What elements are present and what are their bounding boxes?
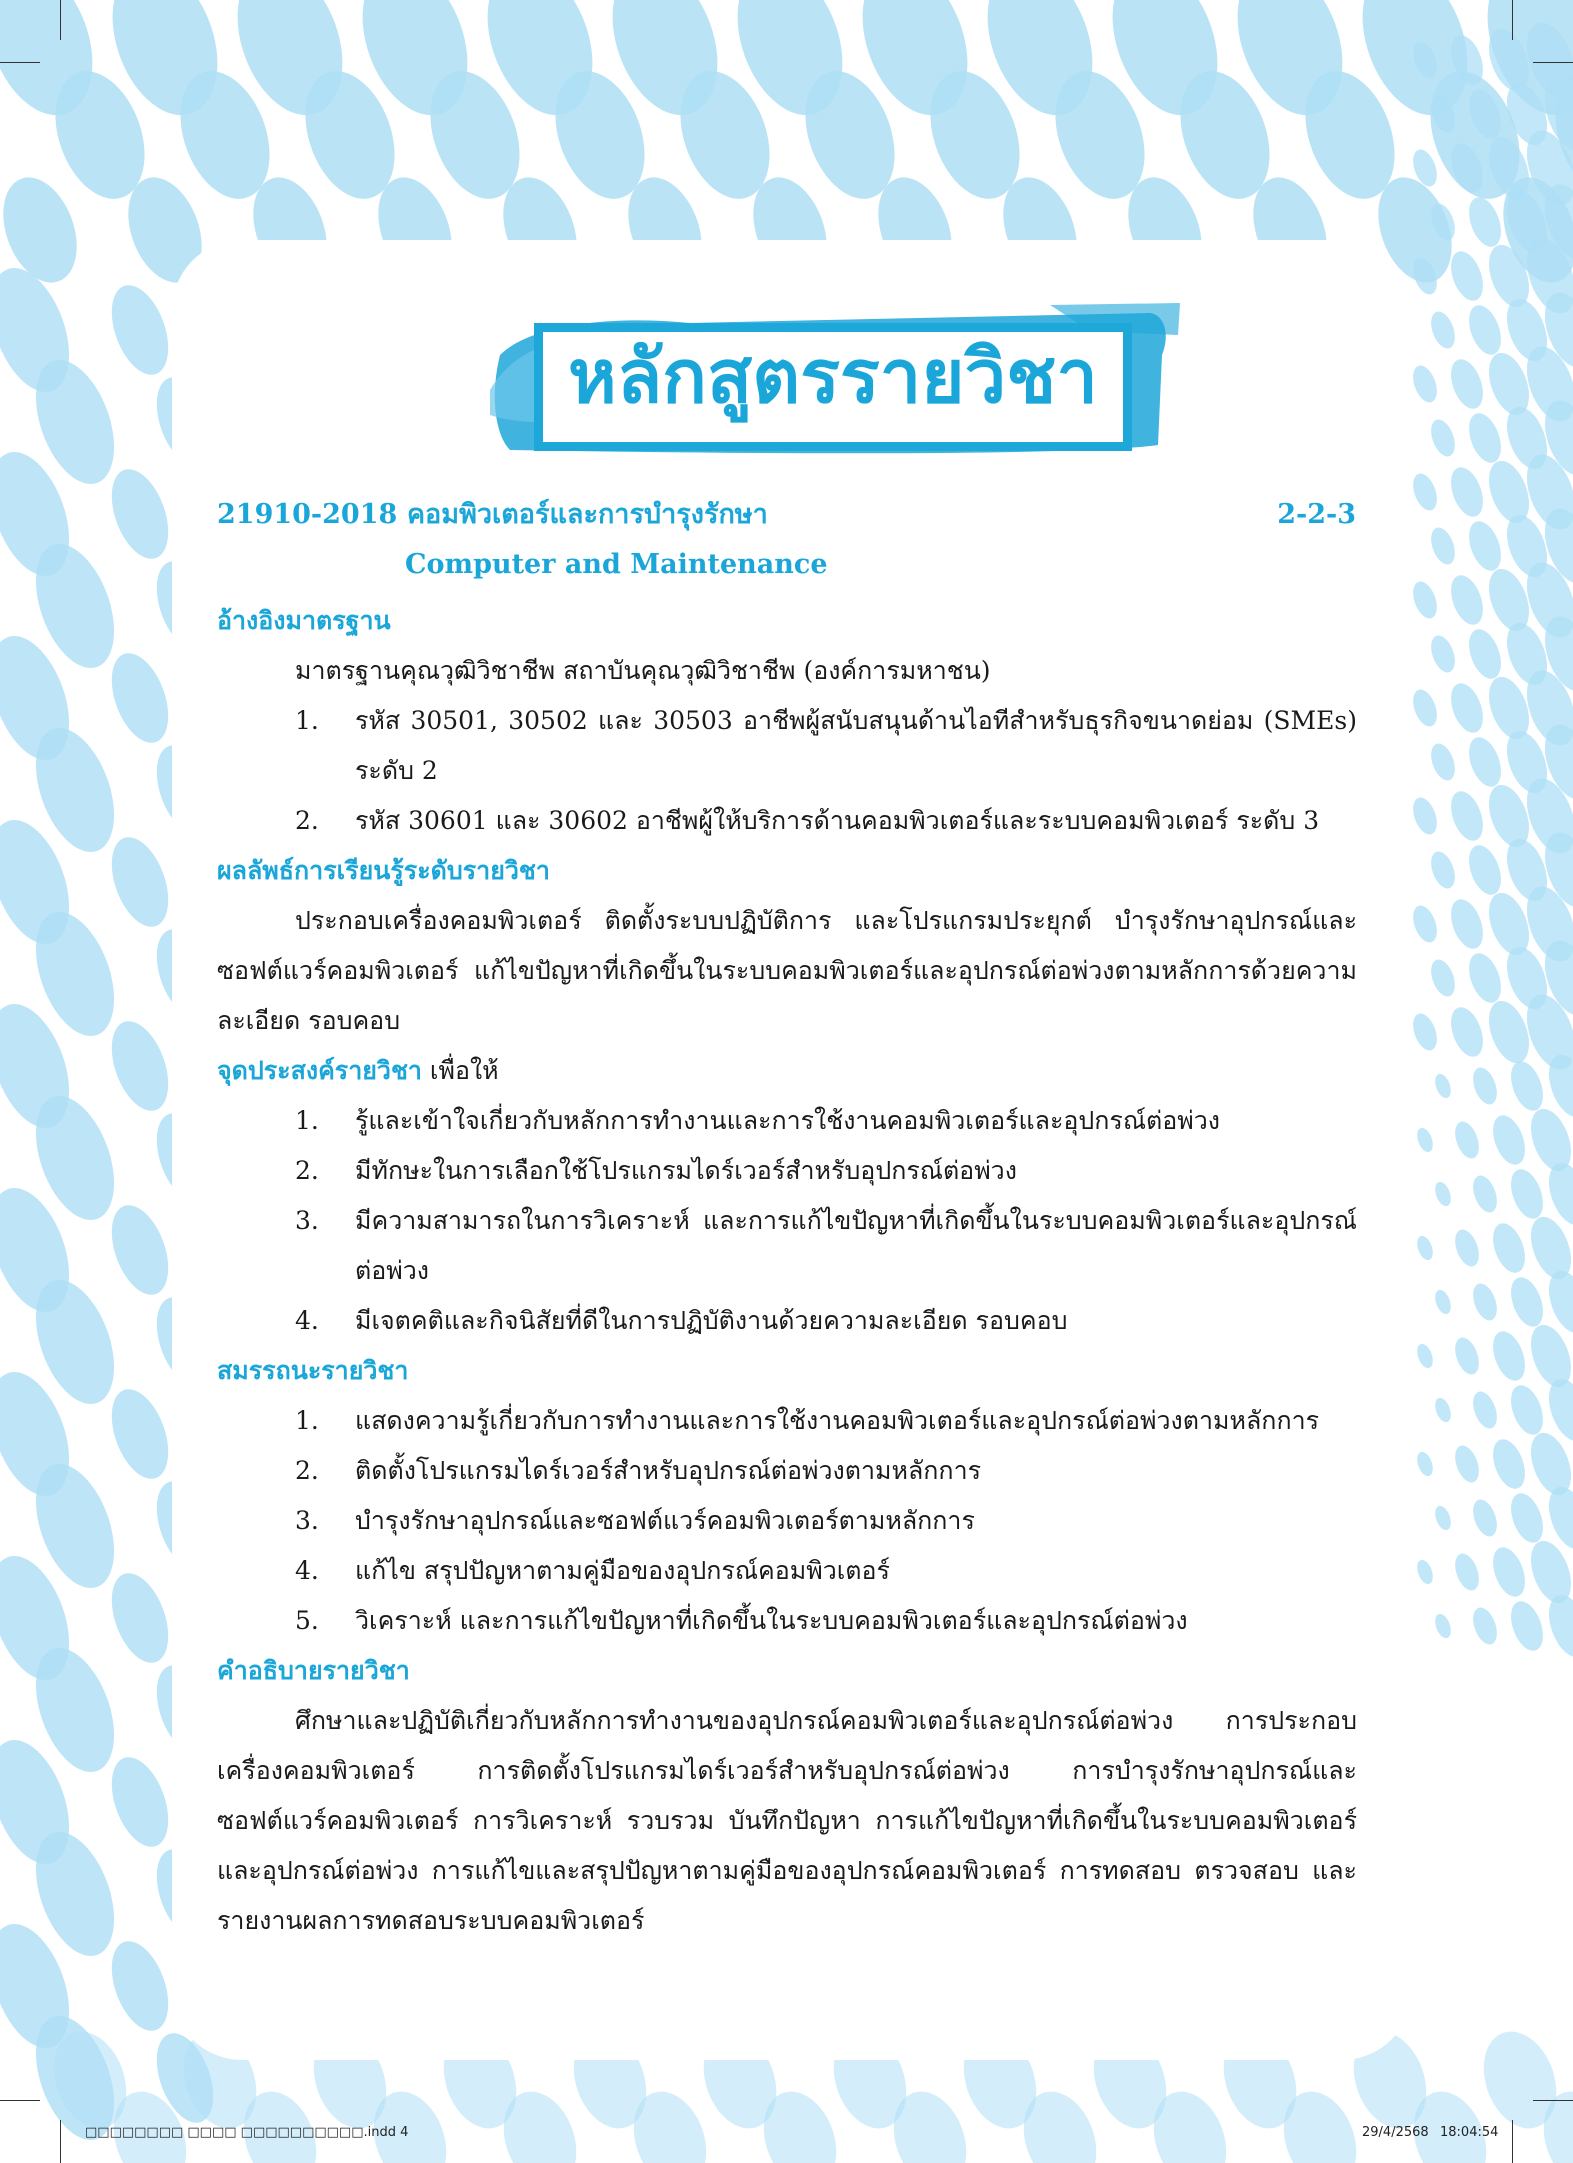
list-item [217,696,1357,796]
pattern-dot [1463,625,1507,683]
item-number: 2. [295,1156,319,1185]
pattern-dot [1427,632,1460,675]
item-number: 1. [295,1106,319,1135]
pattern-dot [1445,679,1489,737]
item-text: มีทักษะในการเลือกใช้โปรแกรมไดร์เวอร์สำหรับอุปกรณ์ต่อพ่วง [355,1156,1017,1185]
item-number: 1. [295,706,319,735]
pattern-dot [1414,1234,1436,1262]
pattern-dot [1427,524,1460,567]
pattern-dot [1409,686,1442,729]
description-text: ศึกษาและปฏิบัติเกี่ยวกับหลักการทำงานของอุปกรณ์คอมพิวเตอร์และอุปกรณ์ต่อพ่วง การประกอบเครื่องคอมพิวเตอร์ การติดตั้งโปรแกรมไดร์เวอร์สำหรับอุปกรณ์ต่อพ่วง การบำรุงรักษาอุปกรณ์และซอฟต์แวร์คอมพิวเตอร์ การวิเคราะห์ รวบรวม บันทึกปัญหา การแก้ไขปัญหาที่เกิดขึ้นในระบบคอมพิวเตอร์และอุปกรณ์ต่อพ่วง การแก้ไขและสรุปปัญหาตามคู่มือของอุปกรณ์คอมพิวเตอร์ การทดสอบ ตรวจสอบ และรายงานผลการทดสอบระบบคอมพิวเตอร์ [217,1706,1357,1935]
pattern-dot [1505,1057,1549,1115]
course-content [217,490,1357,1946]
list-item [217,796,1357,846]
list-item [217,1396,1357,1446]
item-text: ติดตั้งโปรแกรมไดร์เวอร์สำหรับอุปกรณ์ต่อพ่วงตามหลักการ [355,1456,982,1485]
pattern-dot [1505,1273,1549,1331]
item-number: 4. [295,1556,319,1585]
pattern-dot [1469,1064,1502,1107]
list-item [217,1146,1357,1196]
pattern-dot [1427,848,1460,891]
item-number: 3. [295,1506,319,1535]
pattern-dot [1505,1381,1549,1439]
pattern-dot [101,1934,179,2039]
pattern-dot [1432,1288,1454,1316]
pattern-dot [1432,1396,1454,1424]
pattern-dot [1409,794,1442,837]
pattern-dot [1409,578,1442,621]
item-number: 2. [295,806,319,835]
pattern-dot [1427,956,1460,999]
course-name-en: Computer and Maintenance [405,549,828,580]
pattern-dot [1451,1118,1484,1161]
objectives-heading-label: จุดประสงค์รายวิชา [217,1056,422,1085]
list-item [217,1496,1357,1546]
pattern-dot [1445,571,1489,629]
pattern-dot [101,1014,179,1119]
pattern-dot [1432,1180,1454,1208]
pattern-dot [1469,1172,1502,1215]
crop-mark [1512,0,1513,40]
pattern-dot [1409,470,1442,513]
standards-heading: อ้างอิงมาตรฐาน [217,606,391,635]
pattern-dot [1445,895,1489,953]
pattern-dot [101,1750,179,1855]
outcomes-heading: ผลลัพธ์การเรียนรู้ระดับรายวิชา [217,856,550,885]
list-item [217,1096,1357,1146]
objectives-list [217,1096,1357,1346]
item-text: มีความสามารถในการวิเคราะห์ และการแก้ไขปัญหาที่เกิดขึ้นในระบบคอมพิวเตอร์และอุปกรณ์ต่อพ่วง [355,1206,1357,1285]
pattern-dot [1505,1597,1549,1655]
crop-mark [60,0,61,40]
pattern-dot [1463,409,1507,467]
pattern-dot [101,1566,179,1671]
pattern-dot [1463,193,1507,251]
item-number: 4. [295,1306,319,1335]
item-text: มีเจตคติและกิจนิสัยที่ดีในการปฏิบัติงานด้วยความละเอียด รอบคอบ [355,1306,1068,1335]
pattern-dot [101,462,179,567]
competencies-list [217,1396,1357,1646]
pattern-dot [1414,1558,1436,1586]
item-text: แสดงความรู้เกี่ยวกับการทำงานและการใช้งานคอมพิวเตอร์และอุปกรณ์ต่อพ่วงตามหลักการ [355,1406,1320,1435]
item-number: 2. [295,1456,319,1485]
list-item [217,1196,1357,1296]
pattern-dot [1414,1126,1436,1154]
pattern-dot [1451,1334,1484,1377]
course-code: 21910-2018 [217,499,398,530]
footer-date: 29/4/2568 [1362,2125,1429,2140]
crop-mark [0,2100,40,2101]
item-number: 1. [295,1406,319,1435]
list-item [217,1446,1357,1496]
course-credits: 2-2-3 [1277,499,1356,530]
pattern-dot [1463,517,1507,575]
item-text: วิเคราะห์ และการแก้ไขปัญหาที่เกิดขึ้นในระบบคอมพิวเตอร์และอุปกรณ์ต่อพ่วง [355,1606,1188,1635]
pattern-dot [1445,463,1489,521]
pattern-dot [1445,355,1489,413]
crop-mark [60,2120,61,2163]
pattern-dot [1427,740,1460,783]
pattern-dot [1409,902,1442,945]
description-heading: คำอธิบายรายวิชา [217,1656,410,1685]
pattern-dot [1469,1280,1502,1323]
course-header [217,490,1357,540]
competencies-heading: สมรรถนะรายวิชา [217,1356,409,1385]
pattern-dot [1445,1003,1489,1061]
item-text: รหัส 30601 และ 30602 อาชีพผู้ให้บริการด้านคอมพิวเตอร์และระบบคอมพิวเตอร์ ระดับ 3 [355,806,1320,835]
item-number: 3. [295,1206,319,1235]
pattern-dot [1432,1072,1454,1100]
pattern-dot [101,278,179,383]
crop-mark [1533,2100,1573,2101]
pattern-dot [1541,1589,1573,1662]
pattern-dot [101,1198,179,1303]
pattern-dot [1427,308,1460,351]
pattern-dot [1487,1219,1531,1277]
item-text: รู้และเข้าใจเกี่ยวกับหลักการทำงานและการใช้งานคอมพิวเตอร์และอุปกรณ์ต่อพ่วง [355,1106,1220,1135]
pattern-dot [1409,362,1442,405]
pattern-dot [1469,1496,1502,1539]
pattern-dot [1445,247,1489,305]
item-text: บำรุงรักษาอุปกรณ์และซอฟต์แวร์คอมพิวเตอร์ตามหลักการ [355,1506,975,1535]
pattern-dot [1463,841,1507,899]
footer-filename: □□□□□□□□ □□□□ □□□□□□□□□□.indd 4 [85,2125,409,2140]
pattern-dot [1414,1450,1436,1478]
pattern-dot [1432,1612,1454,1640]
crop-mark [1533,62,1573,63]
pattern-dot [1505,1489,1549,1547]
pattern-dot [1463,301,1507,359]
pattern-dot [1445,787,1489,845]
pattern-dot [1487,1111,1531,1169]
standards-list [217,696,1357,846]
pattern-dot [101,830,179,935]
pattern-dot [1463,733,1507,791]
course-name-th: คอมพิวเตอร์และการบำรุงรักษา [407,499,768,530]
pattern-dot [1451,1550,1484,1593]
footer-time: 18:04:54 [1440,2125,1499,2140]
outcomes-text: ประกอบเครื่องคอมพิวเตอร์ ติดตั้งระบบปฏิบัติการ และโปรแกรมประยุกต์ บำรุงรักษาอุปกรณ์และซอฟต์แวร์คอมพิวเตอร์ แก้ไขปัญหาที่เกิดขึ้นในระบบคอมพิวเตอร์และอุปกรณ์ต่อพ่วงตามหลักการด้วยความละเอียด รอบคอบ [217,906,1357,1035]
pattern-dot [1487,1435,1531,1493]
objectives-heading-suffix: เพื่อให้ [421,1056,499,1085]
pattern-dot [1451,1226,1484,1269]
pattern-dot [1487,1327,1531,1385]
item-text: รหัส 30501, 30502 และ 30503 อาชีพผู้สนับสนุนด้านไอทีสำหรับธุรกิจขนาดย่อม (SMEs) ระดับ 2 [355,706,1357,785]
title-banner [490,295,1180,465]
pattern-dot [1409,1010,1442,1053]
list-item [217,1596,1357,1646]
pattern-dot [1487,1543,1531,1601]
standards-intro: มาตรฐานคุณวุฒิวิชาชีพ สถาบันคุณวุฒิวิชาชีพ (องค์การมหาชน) [295,656,991,685]
list-item [217,1296,1357,1346]
pattern-dot [1427,416,1460,459]
pattern-dot [101,646,179,751]
list-item [217,1546,1357,1596]
item-text: แก้ไข สรุปปัญหาตามคู่มือของอุปกรณ์คอมพิวเตอร์ [355,1556,890,1585]
pattern-dot [1469,1604,1502,1647]
objectives-heading [217,1046,1357,1096]
pattern-dot [1469,1388,1502,1431]
pattern-dot [1414,1342,1436,1370]
page-title: หลักสูตรรายวิชา [568,334,1098,420]
crop-mark [0,62,40,63]
pattern-dot [1432,1504,1454,1532]
pattern-dot [1505,1165,1549,1223]
crop-mark [1512,2120,1513,2163]
pattern-dot [1463,949,1507,1007]
pattern-dot [1451,1442,1484,1485]
item-number: 5. [295,1606,319,1635]
pattern-dot [101,1382,179,1487]
